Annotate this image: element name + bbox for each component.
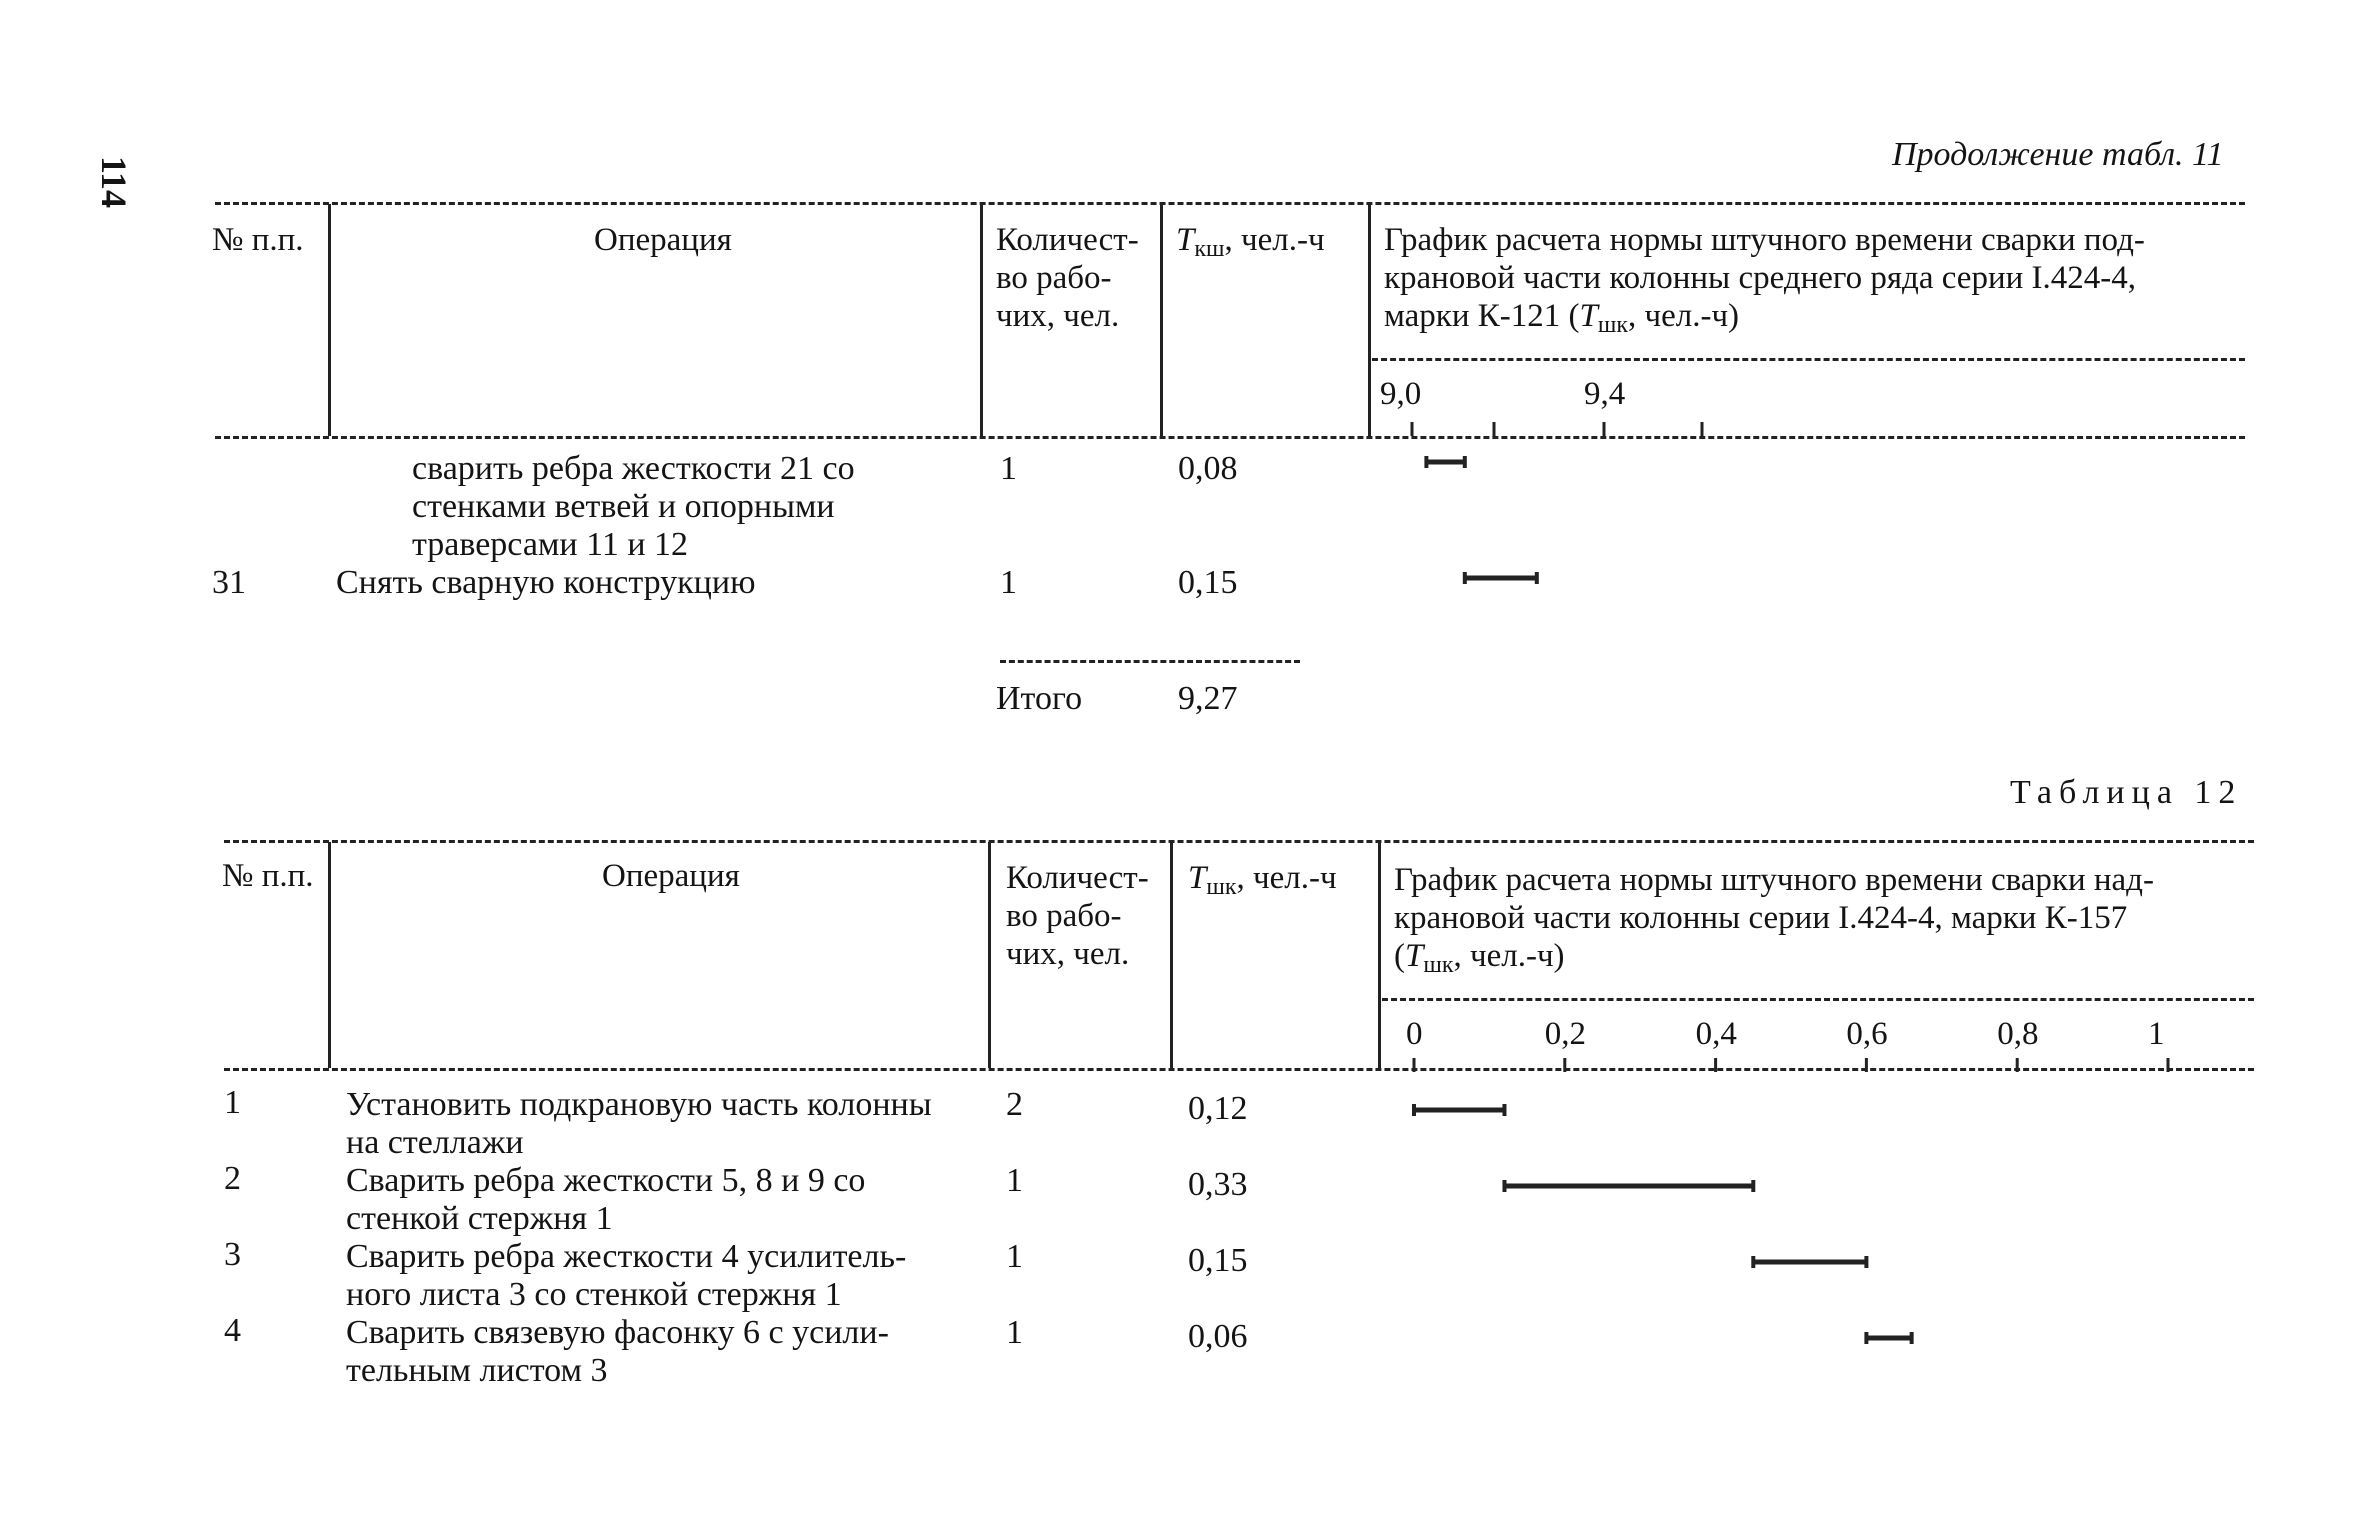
- table11-scale-tick-label-1: 9,4: [1584, 376, 1626, 412]
- table12-row4-op-line2: тельным листом 3: [346, 1352, 608, 1389]
- table11-top-rule: [215, 202, 2245, 205]
- table12-row4-op-line1: Сварить связевую фасонку 6 с усили-: [346, 1314, 889, 1351]
- table12-header-num: № п.п.: [222, 858, 314, 894]
- table12-scale-tick-label-2: 0,4: [1695, 1016, 1737, 1052]
- table12-header-workers-1: Количест-: [1006, 860, 1149, 896]
- table12-row1-workers: 2: [1006, 1086, 1023, 1123]
- table12-header-chart-3-sub: шк: [1423, 952, 1454, 978]
- table11-row2-op-line1: Снять сварную конструкцию: [336, 564, 756, 601]
- table11-gantt: [1372, 440, 2245, 600]
- table11-header-chart-3-pre: марки К-121 (: [1384, 298, 1580, 334]
- table11-row1-time: 0,08: [1178, 450, 1238, 487]
- table12-row4-time: 0,06: [1188, 1318, 1248, 1355]
- table11-row1-op-line3: траверсами 11 и 12: [412, 526, 689, 563]
- table11-row2-time: 0,15: [1178, 564, 1238, 601]
- table11-header-operation: Операция: [594, 222, 732, 258]
- table11-header-num: № п.п.: [212, 222, 304, 258]
- table12-col-divider-4: [1378, 842, 1381, 1068]
- table12-header-chart-3: [1394, 938, 1565, 984]
- table11-header-workers-2: во рабо-: [996, 260, 1112, 296]
- table12-header-time-sub: шк: [1206, 874, 1237, 900]
- table12-gantt: [1382, 1080, 2254, 1380]
- table12-scale-tick-label-0: 0: [1406, 1016, 1423, 1052]
- table12-row4-bar: [1866, 1332, 1911, 1344]
- table12-row1-op-line2: на стеллажи: [346, 1124, 524, 1161]
- table12-header-time: [1188, 860, 1337, 906]
- table12-header-time-var: T: [1188, 860, 1207, 896]
- table12-header-chart-3-var: T: [1405, 938, 1424, 974]
- table11-row2-workers: 1: [1000, 564, 1017, 601]
- table11-row1-op-line1: сварить ребра жесткости 21 со: [412, 450, 855, 487]
- table12-row2-op-line2: стенкой стержня 1: [346, 1200, 613, 1237]
- table12-header-workers-3: чих, чел.: [1006, 936, 1130, 972]
- table11-header-chart-3-sub: шк: [1597, 312, 1628, 338]
- table12-caption: Таблица 12: [2010, 774, 2243, 811]
- table12-col-divider-1: [328, 842, 331, 1068]
- table12-col-divider-3: [1170, 842, 1173, 1068]
- table11-header-chart-3: [1384, 298, 1739, 344]
- table12-header-chart-3-post: , чел.-ч): [1453, 938, 1565, 974]
- table12-row2-op-line1: Сварить ребра жесткости 5, 8 и 9 со: [346, 1162, 866, 1199]
- table12-header-operation: Операция: [602, 858, 740, 894]
- table11-header-chart-2: крановой части колонны среднего ряда серии I.424-4,: [1384, 260, 2136, 296]
- table11-header-chart-1: График расчета нормы штучного времени сварки под-: [1384, 222, 2145, 258]
- table12-col-divider-2: [988, 842, 991, 1068]
- table12-scale-top-rule: [1382, 998, 2254, 1001]
- table11-row1-op-line2: стенками ветвей и опорными: [412, 488, 835, 525]
- table11-col-divider-3: [1160, 204, 1163, 436]
- table12-scale-tick-label-5: 1: [2148, 1016, 2165, 1052]
- table11-scale-tick-label-0: 9,0: [1380, 376, 1422, 412]
- table12-row2-bar: [1504, 1180, 1753, 1192]
- table11-row2-num: 31: [212, 564, 246, 601]
- table11-row2-bar: [1465, 572, 1537, 584]
- table11-header-time-sub: кш: [1194, 236, 1225, 262]
- table11-header-chart-3-var: T: [1579, 298, 1598, 334]
- table11-scale-ticks: [1372, 420, 2245, 440]
- table11-header-time-var: T: [1176, 222, 1195, 258]
- table12-row3-time: 0,15: [1188, 1242, 1248, 1279]
- table11-header-chart-3-post: , чел.-ч): [1628, 298, 1740, 334]
- table12-row3-bar: [1753, 1256, 1866, 1268]
- table12-header-workers-2: во рабо-: [1006, 898, 1122, 934]
- table12-row3-num: 3: [224, 1236, 241, 1273]
- table11-total-value: 9,27: [1178, 680, 1238, 717]
- table12-scale-ticks: [1382, 1054, 2254, 1078]
- table12-row3-op-line2: ного листа 3 со стенкой стержня 1: [346, 1276, 842, 1313]
- table12-row4-workers: 1: [1006, 1314, 1023, 1351]
- table11-header-time-unit: , чел.-ч: [1224, 222, 1325, 258]
- table12-row1-op-line1: Установить подкрановую часть колонны: [346, 1086, 932, 1123]
- table11-caption: Продолжение табл. 11: [1892, 136, 2224, 173]
- table12-scale-tick-label-4: 0,8: [1997, 1016, 2039, 1052]
- table12-header-chart-3-pre: (: [1394, 938, 1405, 974]
- table12-row1-time: 0,12: [1188, 1090, 1248, 1127]
- table12-row3-workers: 1: [1006, 1238, 1023, 1275]
- table11-col-divider-2: [980, 204, 983, 436]
- table12-header-time-unit: , чел.-ч: [1236, 860, 1337, 896]
- table12-row2-time: 0,33: [1188, 1166, 1248, 1203]
- table12-row1-num: 1: [224, 1084, 241, 1121]
- table12-scale-tick-label-1: 0,2: [1544, 1016, 1587, 1052]
- table12-row2-num: 2: [224, 1160, 241, 1197]
- table11-row1-bar: [1426, 456, 1464, 468]
- table12-header-chart-1: График расчета нормы штучного времени сварки над-: [1394, 862, 2154, 898]
- table12-top-rule: [224, 840, 2254, 843]
- table11-total-label: Итого: [996, 680, 1083, 717]
- table11-col-divider-1: [328, 204, 331, 436]
- table11-header-time: [1176, 222, 1325, 268]
- table11-row1-workers: 1: [1000, 450, 1017, 487]
- table12-scale-tick-label-3: 0,6: [1846, 1016, 1888, 1052]
- table11-col-divider-4: [1368, 204, 1371, 436]
- page-number: 114: [94, 155, 135, 209]
- table12-row4-num: 4: [224, 1312, 241, 1349]
- table12-row3-op-line1: Сварить ребра жесткости 4 усилитель-: [346, 1238, 907, 1275]
- table11-header-workers-3: чих, чел.: [996, 298, 1120, 334]
- table12-header-chart-2: крановой части колонны серии I.424-4, марки К-157: [1394, 900, 2128, 936]
- table12-row1-bar: [1414, 1104, 1504, 1116]
- table11-total-rule: [1000, 660, 1300, 663]
- table12-row2-workers: 1: [1006, 1162, 1023, 1199]
- table11-scale-top-rule: [1372, 358, 2245, 361]
- table11-header-workers-1: Количест-: [996, 222, 1139, 258]
